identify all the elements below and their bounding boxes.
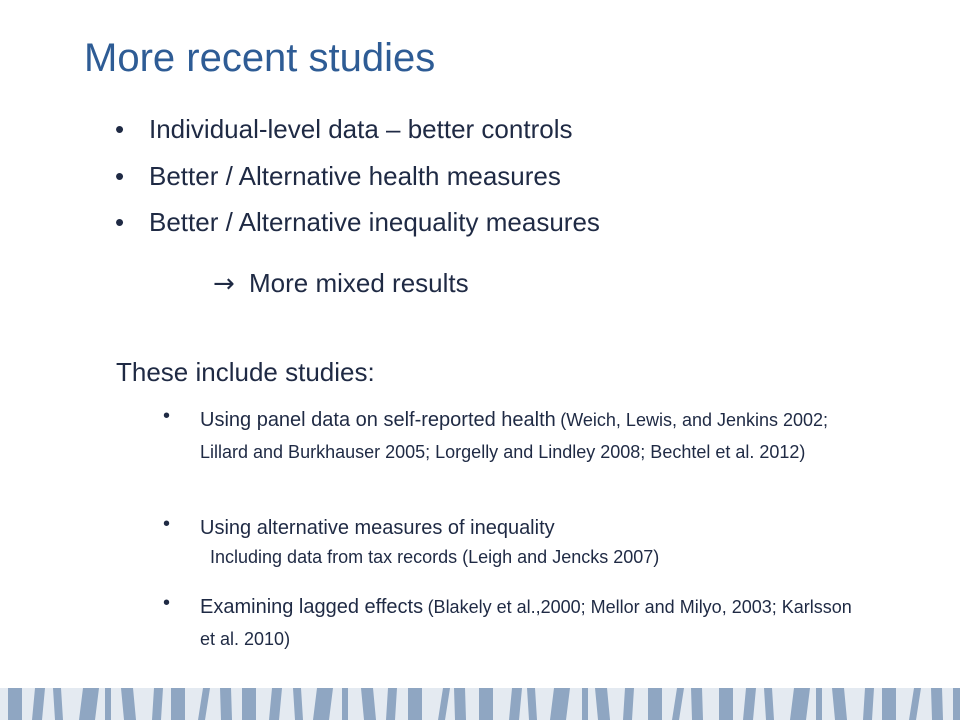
slide-title: More recent studies bbox=[84, 36, 436, 80]
footer-stripe bbox=[105, 688, 111, 720]
sub-bullet-item bbox=[163, 592, 863, 656]
footer-stripe bbox=[342, 688, 348, 720]
footer-stripe bbox=[454, 688, 466, 720]
sub-bullet-item bbox=[163, 405, 863, 469]
footer-stripe bbox=[931, 688, 943, 720]
sub-item-citation: (Weich, Lewis, and Jenkins 2002; Lillard and Burkhauser 2005; Lorgelly and Lindley 2008; Bechtel et al. 2012) bbox=[200, 410, 829, 462]
footer-stripe bbox=[8, 688, 22, 720]
footer-stripe bbox=[623, 688, 634, 720]
footer-stripe bbox=[509, 688, 522, 720]
footer-stripe bbox=[648, 688, 662, 720]
footer-stripe bbox=[386, 688, 397, 720]
bullet-item bbox=[115, 161, 561, 192]
conclusion-line bbox=[213, 268, 469, 299]
footer-stripes-graphic bbox=[0, 688, 960, 720]
bullet-dot: • bbox=[115, 161, 125, 191]
bullet-dot: • bbox=[115, 114, 125, 144]
footer-stripe bbox=[953, 688, 960, 720]
sub-item-detail: Including data from tax records (Leigh and Jencks 2007) bbox=[210, 547, 660, 567]
footer-stripe bbox=[743, 688, 756, 720]
bullet-text: Individual-level data – better controls bbox=[149, 114, 573, 144]
footer-stripe bbox=[832, 688, 847, 720]
footer-stripe-band bbox=[0, 688, 960, 720]
footer-stripe bbox=[882, 688, 896, 720]
bullet-item bbox=[115, 114, 572, 145]
footer-stripe bbox=[527, 688, 537, 720]
subheading: These include studies: bbox=[116, 357, 375, 387]
footer-stripe bbox=[53, 688, 63, 720]
sub-item-lead: Using panel data on self-reported health bbox=[200, 409, 556, 431]
footer-stripe bbox=[313, 688, 333, 720]
footer-stripe bbox=[438, 688, 450, 720]
footer-stripe bbox=[408, 688, 422, 720]
conclusion-text: More mixed results bbox=[249, 268, 469, 298]
footer-stripe bbox=[121, 688, 136, 720]
footer-stripe bbox=[909, 688, 921, 720]
footer-stripe bbox=[198, 688, 210, 720]
footer-stripe bbox=[171, 688, 185, 720]
bullet-dot: • bbox=[163, 405, 171, 427]
bullet-item bbox=[115, 207, 600, 238]
footer-stripe bbox=[479, 688, 493, 720]
arrow-right-icon: → bbox=[213, 269, 235, 299]
footer-stripe bbox=[691, 688, 703, 720]
footer-stripe bbox=[361, 688, 376, 720]
footer-stripe bbox=[242, 688, 256, 720]
sub-item-lead: Examining lagged effects bbox=[200, 596, 424, 618]
footer-stripe bbox=[293, 688, 303, 720]
footer-stripe bbox=[582, 688, 588, 720]
bullet-dot: • bbox=[115, 207, 125, 237]
footer-stripe bbox=[863, 688, 874, 720]
bullet-dot: • bbox=[163, 513, 171, 535]
footer-stripe bbox=[719, 688, 733, 720]
footer-stripe bbox=[816, 688, 822, 720]
sub-item-citation: (Blakely et al.,2000; Mellor and Milyo, 2003; Karlsson et al. 2010) bbox=[200, 597, 852, 649]
footer-stripe bbox=[32, 688, 45, 720]
footer-stripe bbox=[269, 688, 282, 720]
footer-stripe bbox=[220, 688, 232, 720]
footer-stripe bbox=[550, 688, 570, 720]
footer-stripe bbox=[79, 688, 99, 720]
footer-stripe bbox=[595, 688, 610, 720]
bullet-text: Better / Alternative inequality measures bbox=[149, 207, 600, 237]
footer-stripe bbox=[764, 688, 774, 720]
sub-bullet-item bbox=[163, 513, 863, 569]
bullet-dot: • bbox=[163, 592, 171, 614]
bullet-text: Better / Alternative health measures bbox=[149, 161, 561, 191]
footer-stripe bbox=[790, 688, 810, 720]
footer-stripe bbox=[152, 688, 163, 720]
sub-item-lead: Using alternative measures of inequality bbox=[200, 517, 555, 539]
footer-stripe bbox=[672, 688, 684, 720]
